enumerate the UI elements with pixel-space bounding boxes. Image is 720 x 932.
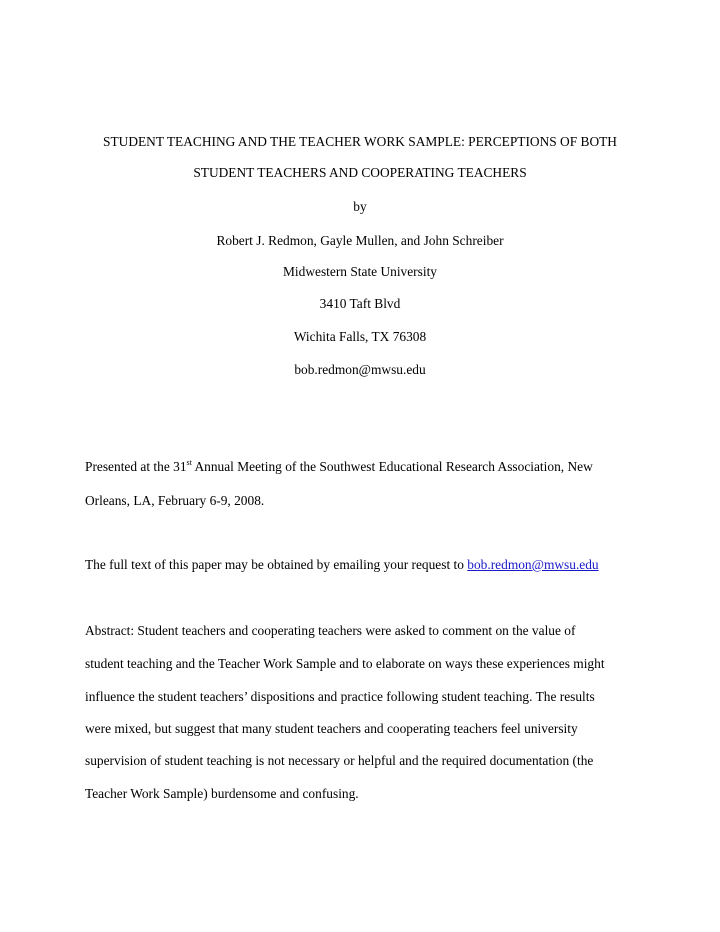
presentation-rest: Annual Meeting of the Southwest Educational Research Association, New	[191, 459, 593, 474]
request-line	[85, 557, 599, 573]
abstract-line: Teacher Work Sample) burdensome and confusing.	[85, 786, 359, 801]
request-text: The full text of this paper may be obtained by emailing your request to	[85, 557, 468, 572]
abstract-line: were mixed, but suggest that many student teachers and cooperating teachers feel university	[85, 721, 578, 736]
byline: by	[353, 199, 367, 214]
email-link[interactable]: bob.redmon@mwsu.edu	[467, 557, 599, 572]
title-line-2: STUDENT TEACHERS AND COOPERATING TEACHERS	[193, 165, 527, 180]
title-line-1: STUDENT TEACHING AND THE TEACHER WORK SAMPLE: PERCEPTIONS OF BOTH	[103, 134, 617, 149]
presentation-prefix: Presented at the 31	[85, 459, 187, 474]
presentation-line-1	[85, 459, 593, 475]
abstract-line: Abstract: Student teachers and cooperating teachers were asked to comment on the value of	[85, 623, 576, 638]
street-address: 3410 Taft Blvd	[319, 296, 401, 311]
city-state-zip: Wichita Falls, TX 76308	[293, 329, 427, 344]
contact-email: bob.redmon@mwsu.edu	[294, 362, 426, 377]
presentation-line-2: Orleans, LA, February 6-9, 2008.	[85, 493, 265, 508]
abstract-line: student teaching and the Teacher Work Sample and to elaborate on ways these experiences might	[85, 656, 605, 671]
ordinal-suffix: st	[186, 457, 192, 467]
university: Midwestern State University	[283, 264, 437, 279]
abstract-line: supervision of student teaching is not necessary or helpful and the required documentation (the	[85, 753, 594, 768]
authors: Robert J. Redmon, Gayle Mullen, and John Schreiber	[216, 233, 504, 248]
abstract-line: influence the student teachers’ dispositions and practice following student teaching. The results	[85, 689, 595, 704]
